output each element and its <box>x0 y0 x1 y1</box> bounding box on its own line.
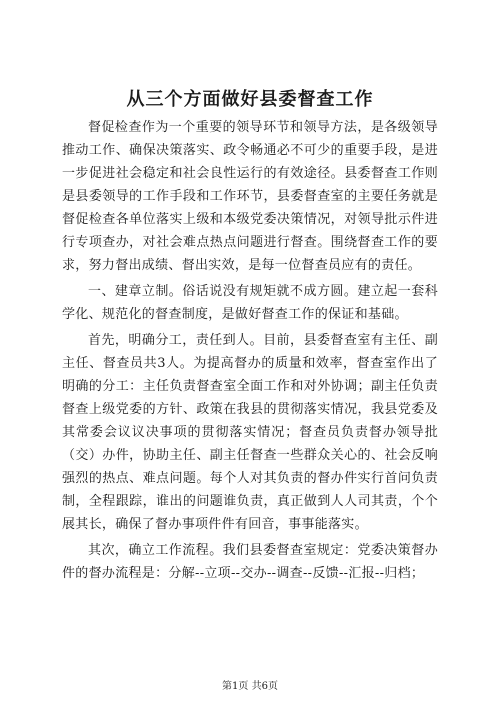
paragraph-second-point: 其次，确立工作流程。我们县委督查室规定：党委决策督办件的督办流程是：分解--立项--交办--调查--反馈--汇报--归档； <box>62 543 438 581</box>
document-body <box>62 116 438 588</box>
document-title: 从三个方面做好县委督查工作 <box>126 89 374 110</box>
page-footer: 第1页 共6页 <box>222 681 278 692</box>
paragraph-intro: 督促检查作为一个重要的领导环节和领导方法，是各级领导推动工作、确保决策落实、政令畅通必不可少的重要手段，是进一步促进社会稳定和社会良性运行的有效途径。县委督查工作则是县委领导的工作手段和工作环节，县委督查室的主要任务就是督促检查各单位落实上级和本级党委决策情况，对领导批示件进行专项查办，对社会难点热点问题进行督查。围绕督查工作的要求，努力督出成绩、督出实效，是每一位督查员应有的责任。 <box>62 120 438 273</box>
paragraph-section-one: 一、建章立制。俗话说没有规矩就不成方圆。建立起一套科学化、规范化的督查制度，是做好督查工作的保证和基础。 <box>62 284 438 322</box>
paragraph-first-point: 首先，明确分工，责任到人。目前，县委督查室有主任、副主任、督查员共3人。为提高督办的质量和效率，督查室作出了明确的分工：主任负责督查室全面工作和对外协调；副主任负责督查上级党委的方针、政策在我县的贯彻落实情况，我县党委及其常委会议议决事项的贯彻落实情况；督查员负责督办领导批（交）办件，协助主任、副主任督查一些群众关心的、社会反响强烈的热点、难点问题。每个人对其负责的督办件实行首问负责制，全程跟踪，谁出的问题谁负责，真正做到人人司其责，个个展其长，确保了督办事项件件有回音，事事能落实。 <box>62 333 438 532</box>
